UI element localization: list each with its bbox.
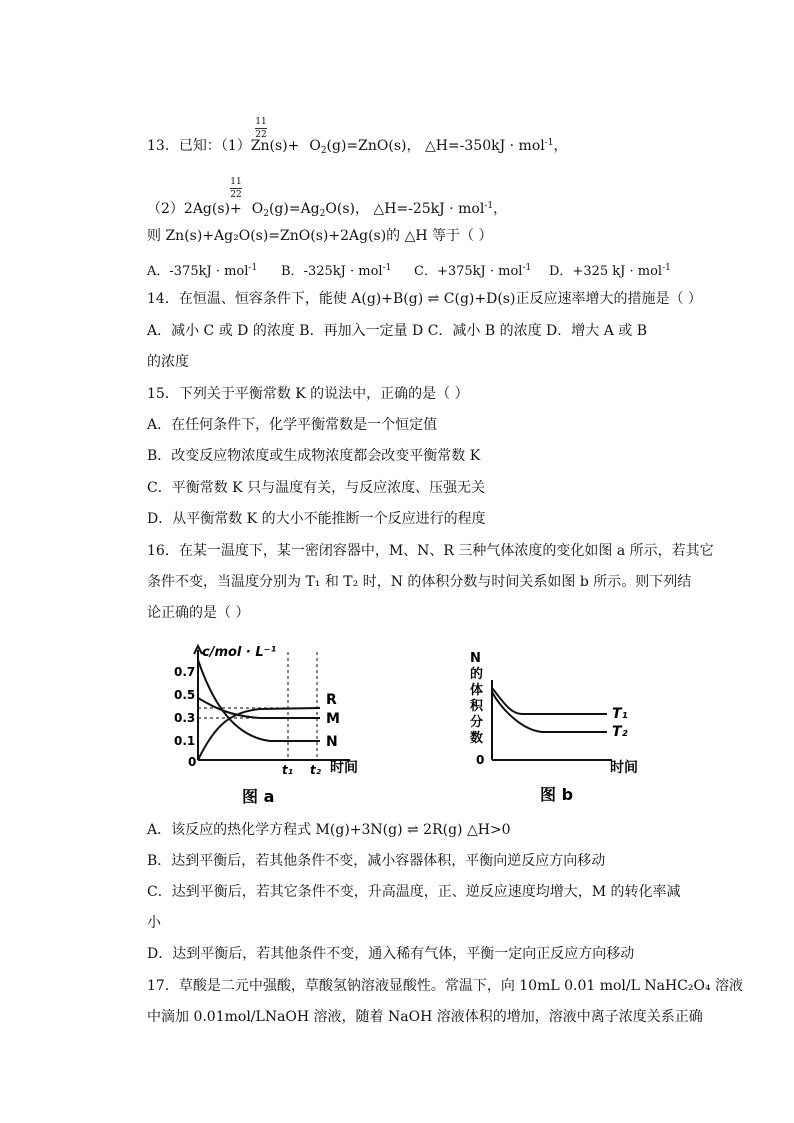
fig-a-series-label-m: M [326, 711, 340, 727]
fig-b-ylabel: N [470, 651, 481, 666]
fig-a-xlabel: 时间 [330, 760, 358, 776]
curve-t1 [492, 688, 607, 714]
fig-a-ytick: 0.3 [174, 711, 196, 725]
q15-option-c[interactable]: C．平衡常数 K 只与温度有关，与反应浓度、压强无关 [147, 480, 486, 496]
fraction-one-half-1: 11 22 [255, 117, 267, 140]
fig-a-ytick: 0.1 [174, 734, 196, 748]
q13-question: 则 Zn(s)+Ag₂O(s)=ZnO(s)+2Ag(s)的 △H 等于（ ） [147, 228, 493, 244]
q15-option-a[interactable]: A．在任何条件下，化学平衡常数是一个恒定值 [147, 417, 438, 433]
fig-a-ylabel: c/mol · L⁻¹ [202, 645, 277, 660]
fig-a-xtick: t₂ [310, 763, 321, 777]
q16-option-c[interactable]: C．达到平衡后，若其它条件不变，升高温度，正、逆反应速度均增大，M 的转化率减 [147, 884, 681, 900]
q16-option-a[interactable]: A．该反应的热化学方程式 M(g)+3N(g) ⇌ 2R(g) △H>0 [147, 822, 511, 838]
fig-b-xlabel: 时间 [610, 760, 638, 776]
q15-option-d[interactable]: D．从平衡常数 K 的大小不能推断一个反应进行的程度 [147, 511, 486, 527]
q13-number: 13． [147, 138, 179, 154]
q14-options-continued: 的浓度 [147, 354, 189, 370]
fig-b-origin: 0 [476, 753, 485, 767]
q14-options[interactable]: A．减小 C 或 D 的浓度 B．再加入一定量 D C．减小 B 的浓度 D．增大 A 或 B [147, 323, 648, 339]
fig-b-ylabel: 分 [470, 715, 484, 730]
q15-option-b[interactable]: B．改变反应物浓度或生成物浓度都会改变平衡常数 K [147, 448, 481, 464]
fig-b-ylabel: 体 [470, 683, 484, 698]
q17-stem-line-1: 17．草酸是二元中强酸，草酸氢钠溶液显酸性。常温下，向 10mL 0.01 mol/L NaHC₂O₄ 溶液 [147, 978, 744, 994]
fig-a-caption: 图 a [242, 787, 275, 806]
fig-b-ylabel: 的 [470, 667, 484, 682]
curve-t2 [492, 692, 607, 732]
fig-a-series-label-n: N [326, 734, 338, 750]
fig-a-series-label-r: R [326, 692, 337, 708]
q13-option-c[interactable]: C．+375kJ · mol$^{-1}$ [414, 263, 532, 279]
fig-b-ylabel: 数 [470, 731, 484, 746]
fig-a-ytick: 0.7 [174, 665, 196, 679]
q16-option-d[interactable]: D．达到平衡后，若其他条件不变，通入稀有气体，平衡一定向正反应方向移动 [147, 946, 635, 962]
fig-a-ytick: 0.5 [174, 688, 196, 702]
q17-stem-line-2: 中滴加 0.01mol/LNaOH 溶液，随着 NaOH 溶液体积的增加，溶液中离子浓度关系正确 [147, 1009, 703, 1025]
q16-stem-line-1: 16．在某一温度下，某一密闭容器中，M、N、R 三种气体浓度的变化如图 a 所示，若其它 [147, 543, 714, 559]
q14-stem: 14．在恒温、恒容条件下，能使 A(g)+B(g) ⇌ C(g)+D(s)正反应速率增大的措施是（ ） [147, 291, 702, 307]
q16-stem-line-3: 论正确的是（ ） [147, 605, 250, 621]
fig-a-ytick: 0 [188, 755, 197, 769]
q16-option-b[interactable]: B．达到平衡后，若其他条件不变，减小容器体积，平衡向逆反应方向移动 [147, 853, 606, 869]
q16-option-c-continued: 小 [147, 915, 161, 931]
figure-b-volume-fraction-graph [462, 640, 662, 810]
q13-option-a[interactable]: A．-375kJ · mol$^{-1}$ [147, 263, 258, 279]
curve-r [198, 708, 320, 760]
q16-stem-line-2: 条件不变，当温度分别为 T₁ 和 T₂ 时，N 的体积分数与时间关系如图 b 所示。则下列结 [147, 574, 692, 590]
q13-equation-1: 13．已知：$(1)Zn(s)+ O_2(g)=ZnO(s)$， △H=-350kJ · mol$^{-1}$， [147, 138, 568, 156]
fig-b-ylabel: 积 [470, 699, 484, 714]
q13-option-b[interactable]: B．-325kJ · mol$^{-1}$ [281, 263, 392, 279]
fig-a-xtick: t₁ [282, 763, 293, 777]
fraction-one-half-2: 11 22 [230, 177, 242, 200]
curve-n [198, 660, 320, 741]
fig-b-series-label-t1: T₁ [612, 706, 628, 722]
q15-stem: 15．下列关于平衡常数 K 的说法中，正确的是（ ） [147, 386, 469, 402]
fig-b-caption: 图 b [540, 785, 574, 804]
q13-option-d[interactable]: D．+325 kJ · mol$^{-1}$ [549, 263, 671, 279]
fig-b-series-label-t2: T₂ [612, 724, 628, 740]
figure-a-concentration-graph [170, 640, 380, 810]
q13-equation-2: $(2)2Ag(s)+ O_2(g)=Ag_2O(s)$， △H=-25kJ · mol$^{-1}$， [147, 201, 508, 219]
